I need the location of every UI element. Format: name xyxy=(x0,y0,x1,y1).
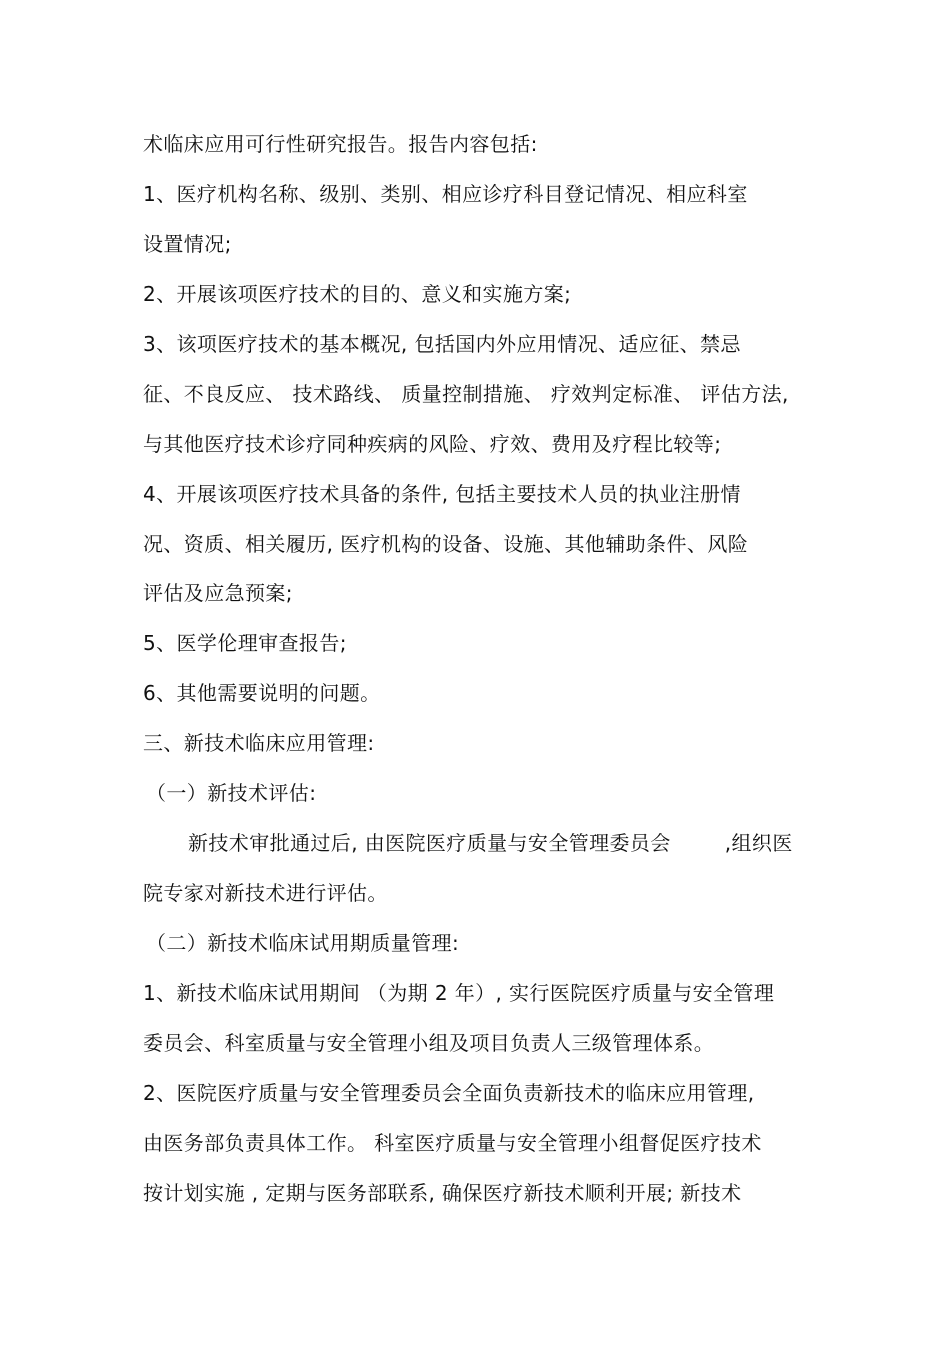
text-line-5: 3、该项医疗技术的基本概况, 包括国内外应用情况、适应征、禁忌 xyxy=(143,332,741,356)
text-line-12: 6、其他需要说明的问题。 xyxy=(143,681,381,705)
subsection-heading-1: （一）新技术评估: xyxy=(146,781,317,805)
text-line-8: 4、开展该项医疗技术具备的条件, 包括主要技术人员的执业注册情 xyxy=(143,482,741,506)
text-line-20: 2、医院医疗质量与安全管理委员会全面负责新技术的临床应用管理, xyxy=(143,1081,755,1105)
text-line-22: 按计划实施 , 定期与医务部联系, 确保医疗新技术顺利开展; 新技术 xyxy=(143,1181,742,1205)
subsection-heading-2: （二）新技术临床试用期质量管理: xyxy=(146,931,460,955)
text-line-1: 术临床应用可行性研究报告。报告内容包括: xyxy=(143,132,538,156)
text-line-11: 5、医学伦理审查报告; xyxy=(143,631,347,655)
text-line-16: 院专家对新技术进行评估。 xyxy=(143,881,388,905)
text-line-7: 与其他医疗技术诊疗同种疾病的风险、疗效、费用及疗程比较等; xyxy=(143,432,722,456)
text-line-19: 委员会、科室质量与安全管理小组及项目负责人三级管理体系。 xyxy=(143,1031,715,1055)
text-line-4: 2、开展该项医疗技术的目的、意义和实施方案; xyxy=(143,282,572,306)
text-line-10: 评估及应急预案; xyxy=(143,581,293,605)
text-line-18: 1、新技术临床试用期间 （为期 2 年）, 实行医院医疗质量与安全管理 xyxy=(143,981,775,1005)
text-line-3: 设置情况; xyxy=(143,232,232,256)
text-line-2: 1、医疗机构名称、级别、类别、相应诊疗科目登记情况、相应科室 xyxy=(143,182,748,206)
text-line-9: 况、资质、相关履历, 医疗机构的设备、设施、其他辅助条件、风险 xyxy=(143,532,749,556)
text-line-21: 由医务部负责具体工作。 科室医疗质量与安全管理小组督促医疗技术 xyxy=(143,1131,762,1155)
section-heading: 三、新技术临床应用管理: xyxy=(143,731,375,755)
text-line-6: 征、不良反应、 技术路线、 质量控制措施、 疗效判定标准、 评估方法, xyxy=(143,382,789,406)
text-line-15: 新技术审批通过后, 由医院医疗质量与安全管理委员会 ,组织医 xyxy=(188,831,793,855)
